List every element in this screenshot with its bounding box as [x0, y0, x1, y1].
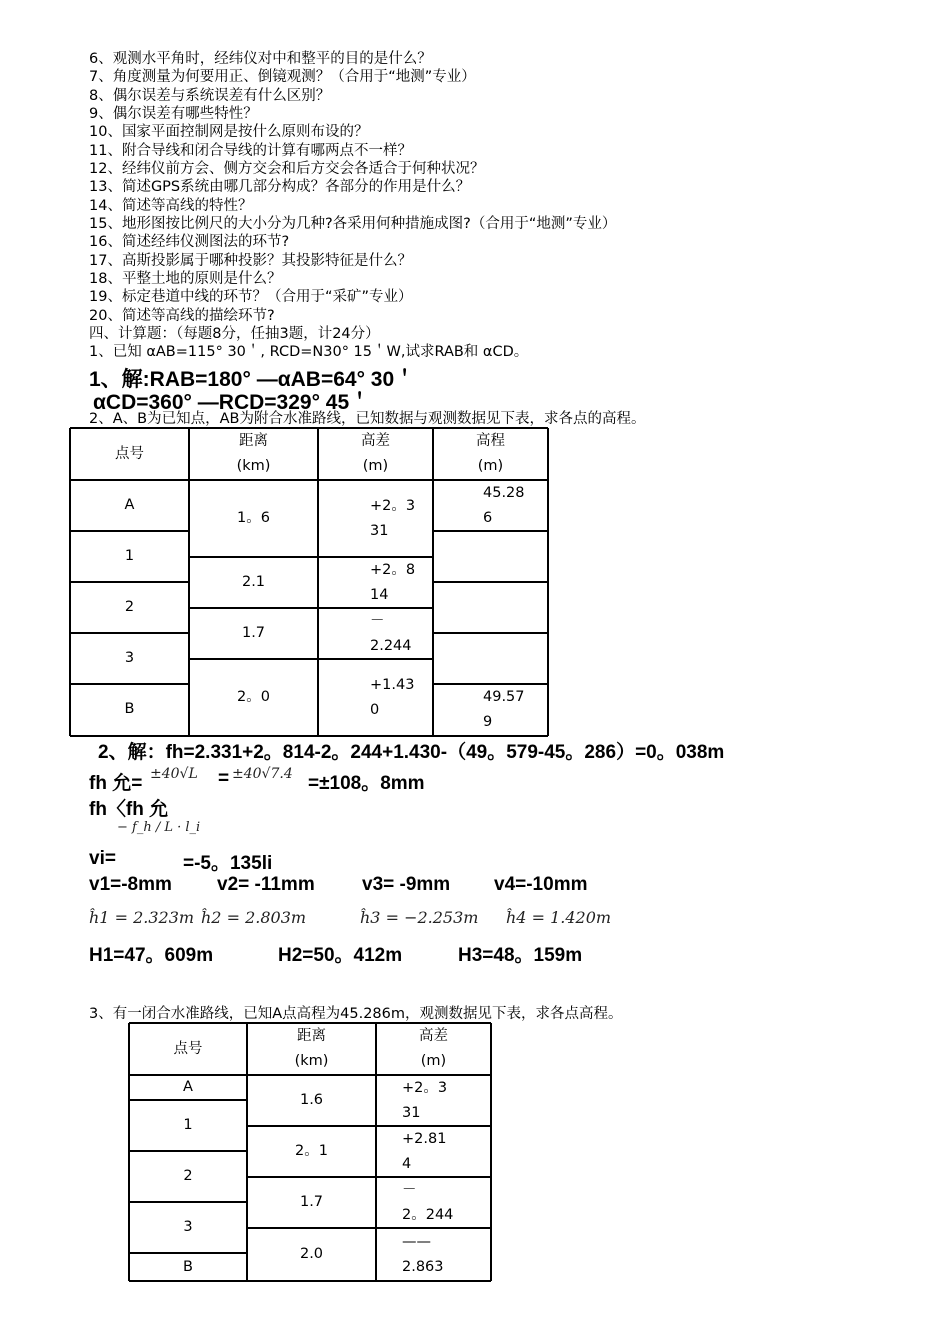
- height-diff-1: +2。3 31: [370, 497, 416, 539]
- elevation-h1: H1=47。609m: [89, 945, 214, 966]
- elevation-a: 45.28 6: [483, 484, 525, 526]
- question-18: 18、平整土地的原则是什么？: [89, 271, 282, 287]
- point-b: B: [124, 701, 135, 717]
- adjusted-h2: ĥ2 = 2.803m: [201, 908, 307, 927]
- correction-v4: v4=-10mm: [494, 874, 588, 895]
- elevation-b: 49.57 9: [483, 689, 525, 730]
- question-11: 11、附合导线和闭合导线的计算有哪两点不一样？: [89, 142, 412, 159]
- adjusted-h3: ĥ3 = −2.253m: [360, 908, 479, 927]
- header-distance: 距离 (km): [294, 1028, 329, 1069]
- question-7: 7、角度测量为何要用正、倒镜观测？（合用于“地测”专业）: [89, 69, 476, 85]
- problem-3-table-grid: [129, 1023, 491, 1281]
- correction-value: =-5。135li: [183, 853, 273, 874]
- point-b: B: [183, 1258, 193, 1275]
- question-14: 14、简述等高线的特性？: [89, 197, 253, 214]
- adjusted-h1: ĥ1 = 2.323m: [89, 908, 195, 927]
- problem-2-table-grid: [70, 428, 548, 736]
- closure-compare: fh〈fh 允: [89, 799, 169, 820]
- problem-3-text: 3、有一闭合水准路线，已知A点高程为45.286m，观测数据见下表，求各点高程。: [89, 1006, 623, 1022]
- point-3: 3: [183, 1219, 193, 1235]
- elevation-h2: H2=50。412m: [278, 945, 403, 966]
- header-height-diff: 高差 (m): [361, 433, 390, 474]
- height-diff-2: +2.81 4: [402, 1130, 447, 1172]
- distance-2: 2。1: [295, 1143, 328, 1159]
- height-diff-3: － 2.244: [370, 612, 412, 654]
- tolerance-value: =±108。8mm: [308, 773, 425, 794]
- problem-1-text: 1、已知 αAB=115° 30＇, RCD=N30° 15＇W,试求RAB和 αCD。: [89, 344, 529, 360]
- distance-4: 2。0: [237, 689, 270, 705]
- distance-3: 1.7: [299, 1194, 324, 1210]
- correction-v3: v3= -9mm: [362, 874, 451, 895]
- tolerance-label: fh 允=: [89, 773, 143, 794]
- height-diff-4: +1.43 0: [370, 676, 415, 718]
- tolerance-formula-2: ±40√7.4: [232, 766, 293, 782]
- header-distance: 距离 (km): [236, 433, 271, 474]
- question-6: 6、观测水平角时，经纬仪对中和整平的目的是什么？: [89, 51, 432, 67]
- question-20: 20、简述等高线的描绘环节?: [89, 307, 275, 324]
- question-16: 16、简述经纬仪测图法的环节?: [89, 234, 290, 250]
- point-a: A: [124, 497, 135, 513]
- problem-2-text: 2、A、B为已知点，AB为附合水准路线，已知数据与观测数据见下表，求各点的高程。: [89, 411, 646, 427]
- correction-v2: v2= -11mm: [217, 874, 315, 895]
- question-9: 9、偶尔误差有哪些特性？: [89, 106, 258, 122]
- problem-1-solution-line-2: αCD=360° —RCD=329° 45＇: [93, 391, 371, 414]
- table-line: [433, 632, 548, 634]
- correction-label: vi=: [89, 848, 116, 869]
- point-1: 1: [183, 1117, 193, 1133]
- distance-3: 1.7: [241, 625, 266, 641]
- height-diff-3: － 2。244: [402, 1181, 454, 1223]
- point-2: 2: [183, 1168, 193, 1184]
- elevation-h3: H3=48。159m: [458, 945, 583, 966]
- question-10: 10、国家平面控制网是按什么原则布设的？: [89, 124, 369, 140]
- section-heading-calc: 四、计算题：（每题8分，任抽3题，计24分）: [89, 326, 380, 342]
- question-17: 17、高斯投影属于哪种投影？其投影特征是什么？: [89, 252, 412, 269]
- height-diff-2: +2。8 14: [370, 561, 416, 603]
- point-1: 1: [124, 548, 135, 564]
- question-12: 12、经纬仪前方会、侧方交会和后方交会各适合于何种状况？: [89, 161, 485, 177]
- point-a: A: [183, 1079, 193, 1095]
- height-diff-1: +2。3 31: [402, 1079, 448, 1121]
- correction-v1: v1=-8mm: [89, 874, 172, 895]
- tolerance-equals: =: [218, 768, 230, 789]
- question-19: 19、标定巷道中线的环节？（合用于“采矿”专业）: [89, 289, 413, 305]
- header-point: 点号: [173, 1040, 203, 1057]
- distance-2: 2.1: [241, 574, 266, 590]
- distance-1: 1。6: [237, 510, 270, 526]
- adjusted-h4: ĥ4 = 1.420m: [506, 908, 612, 927]
- tolerance-formula-1: ±40√L: [150, 766, 198, 782]
- question-8: 8、偶尔误差与系统误差有什么区别？: [89, 87, 331, 104]
- point-3: 3: [124, 650, 135, 666]
- question-13: 13、简述GPS系统由哪几部分构成？各部分的作用是什么？: [89, 179, 471, 195]
- header-point: 点号: [115, 445, 144, 462]
- header-elevation: 高程 (m): [476, 433, 505, 474]
- distance-1: 1.6: [299, 1092, 324, 1108]
- problem-1-solution-line-1: 1、解:RAB=180° —αAB=64° 30＇: [89, 368, 416, 391]
- point-2: 2: [124, 599, 135, 615]
- height-diff-4: —— 2.863: [402, 1233, 444, 1275]
- distance-4: 2.0: [299, 1246, 324, 1262]
- table-line: [433, 581, 548, 583]
- problem-2-solution-line-1: 2、解：fh=2.331+2。814-2。244+1.430-（49。579-45。286）=0。038m: [98, 742, 725, 763]
- question-15: 15、地形图按比例尺的大小分为几种?各采用何种措施成图?（合用于“地测”专业）: [89, 216, 617, 232]
- header-height-diff: 高差 (m): [419, 1028, 448, 1069]
- correction-formula: − f_h / L · l_i: [117, 820, 201, 835]
